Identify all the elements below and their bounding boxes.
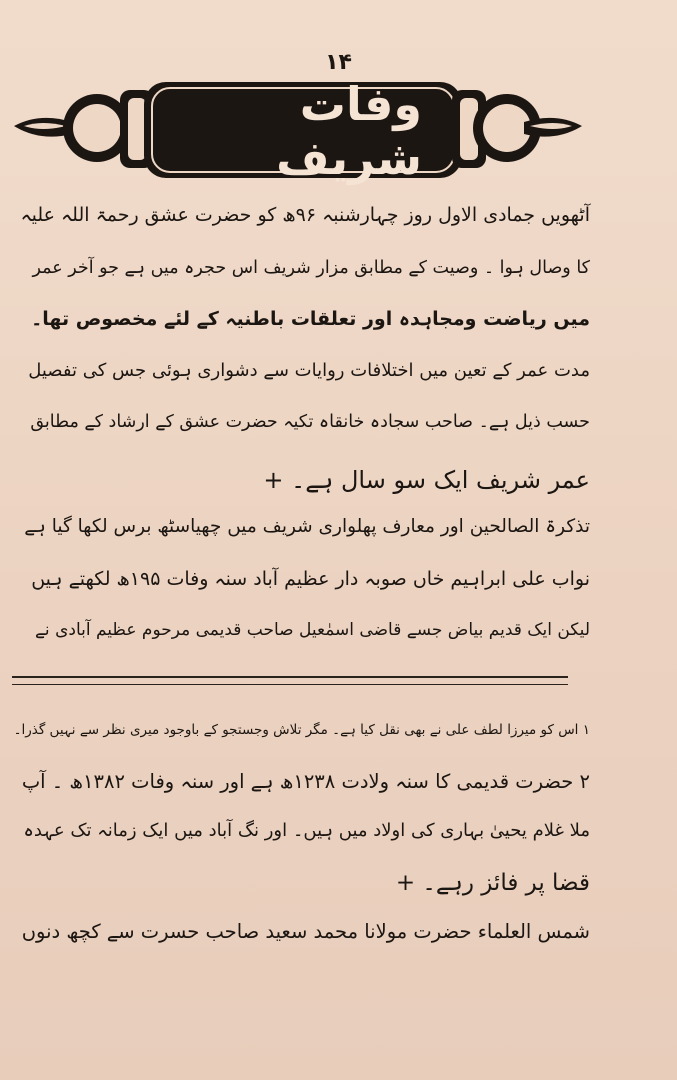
footnote-line: ۱ اس کو میرزا لطف علی نے بھی نقل کیا ہے۔ مگر تلاش وجستجو کے باوجود میری نظر سے نہیں گذرا۔ [13,722,590,738]
body-line: میں ریاضت ومجاہدہ اور تعلقات باطنیہ کے لئے مخصوص تھا۔ [31,308,590,330]
body-line: عمر شریف ایک سو سال ہے۔ + [263,466,590,494]
page-number: ۱۴ [325,50,352,75]
body-line: کا وصال ہوا ۔ وصیت کے مطابق مزار شریف اس حجرہ میں ہے جو آخر عمر [32,258,590,278]
footnote-divider [12,676,568,678]
body-line: تذکرۃ الصالحین اور معارف پھلواری شریف میں چھیاسٹھ برس لکھا گیا ہے [24,516,590,537]
footnote-line: ۲ حضرت قدیمی کا سنہ ولادت ۱۲۳۸ھ ہے اور سنہ وفات ۱۳۸۲ھ ۔ آپ [21,770,590,793]
body-line: نواب علی ابراہیم خاں صوبہ دار عظیم آباد سنہ وفات ۱۹۵ھ لکھتے ہیں [31,568,590,590]
footnote-line: ملا غلام یحییٰ بہاری کی اولاد میں ہیں۔ اور نگ آباد میں ایک زمانہ تک عہدہ [23,820,590,841]
page-title: وفات شریف [276,77,422,185]
footnote-line: شمس العلماء حضرت مولانا محمد سعید صاحب حسرت سے کچھ دنوں [21,920,590,943]
body-line: حسب ذیل ہے۔ صاحب سجادہ خانقاہ تکیہ حضرت عشق کے ارشاد کے مطابق [30,412,590,432]
body-line: آٹھویں جمادی الاول روز چہارشنبہ ۹۶ھ کو حضرت عشق رحمۃ اللہ علیہ [20,204,590,226]
footnote-line: قضا پر فائز رہے۔ + [395,870,590,896]
footnote-divider-thin [12,684,568,685]
body-line: لیکن ایک قدیم بیاض جسے قاضی اسمٰعیل صاحب قدیمی مرحوم عظیم آبادی نے [34,620,590,640]
body-line: مدت عمر کے تعین میں اختلافات روایات سے دشواری ہوئی جس کی تفصیل [28,360,590,381]
